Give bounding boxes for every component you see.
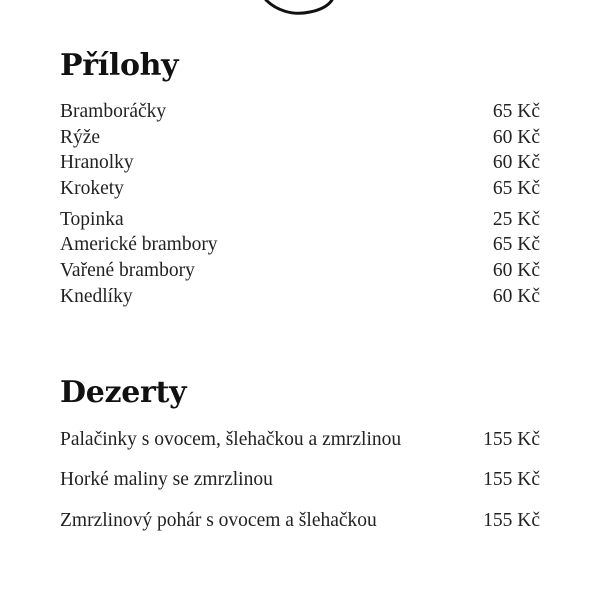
menu-item-price: 155 Kč: [483, 510, 540, 531]
menu-item-price: 65 Kč: [492, 101, 540, 122]
menu-item-price: 60 Kč: [492, 260, 540, 281]
section-title-prilohy: Přílohy: [60, 48, 179, 83]
menu-item-name: Horké maliny se zmrzlinou: [60, 469, 273, 490]
menu-item-price: 65 Kč: [492, 234, 540, 255]
menu-item-price: 155 Kč: [483, 429, 540, 450]
menu-item-price: 155 Kč: [483, 469, 540, 490]
menu-item-price: 65 Kč: [492, 178, 540, 199]
menu-item-price: 60 Kč: [492, 152, 540, 173]
menu-item: [60, 127, 540, 149]
menu-item-price: 25 Kč: [492, 209, 540, 230]
menu-item-name: Hranolky: [60, 152, 134, 173]
menu-item: [60, 510, 540, 532]
menu-item: [60, 469, 540, 491]
menu-item-name: Zmrzlinový pohár s ovocem a šlehačkou: [60, 510, 377, 531]
menu-item: [60, 152, 540, 174]
section-title-dezerty: Dezerty: [60, 375, 187, 410]
menu-item: [60, 209, 540, 231]
flourish-ornament-icon: [262, 0, 338, 20]
menu-item-name: Bramboráčky: [60, 101, 167, 122]
menu-item-name: Topinka: [60, 209, 124, 230]
menu-item-name: Americké brambory: [60, 234, 218, 255]
menu-item: [60, 286, 540, 308]
menu-item-name: Palačinky s ovocem, šlehačkou a zmrzlinou: [60, 429, 402, 450]
menu-item-name: Krokety: [60, 178, 124, 199]
menu-item-name: Knedlíky: [60, 286, 133, 307]
menu-item: [60, 234, 540, 256]
menu-item: [60, 101, 540, 123]
menu-item: [60, 260, 540, 282]
menu-item: [60, 429, 540, 451]
menu-item-price: 60 Kč: [492, 286, 540, 307]
menu-item-name: Vařené brambory: [60, 260, 195, 281]
menu-item-price: 60 Kč: [492, 127, 540, 148]
menu-item-name: Rýže: [60, 127, 101, 148]
menu-item: [60, 178, 540, 200]
